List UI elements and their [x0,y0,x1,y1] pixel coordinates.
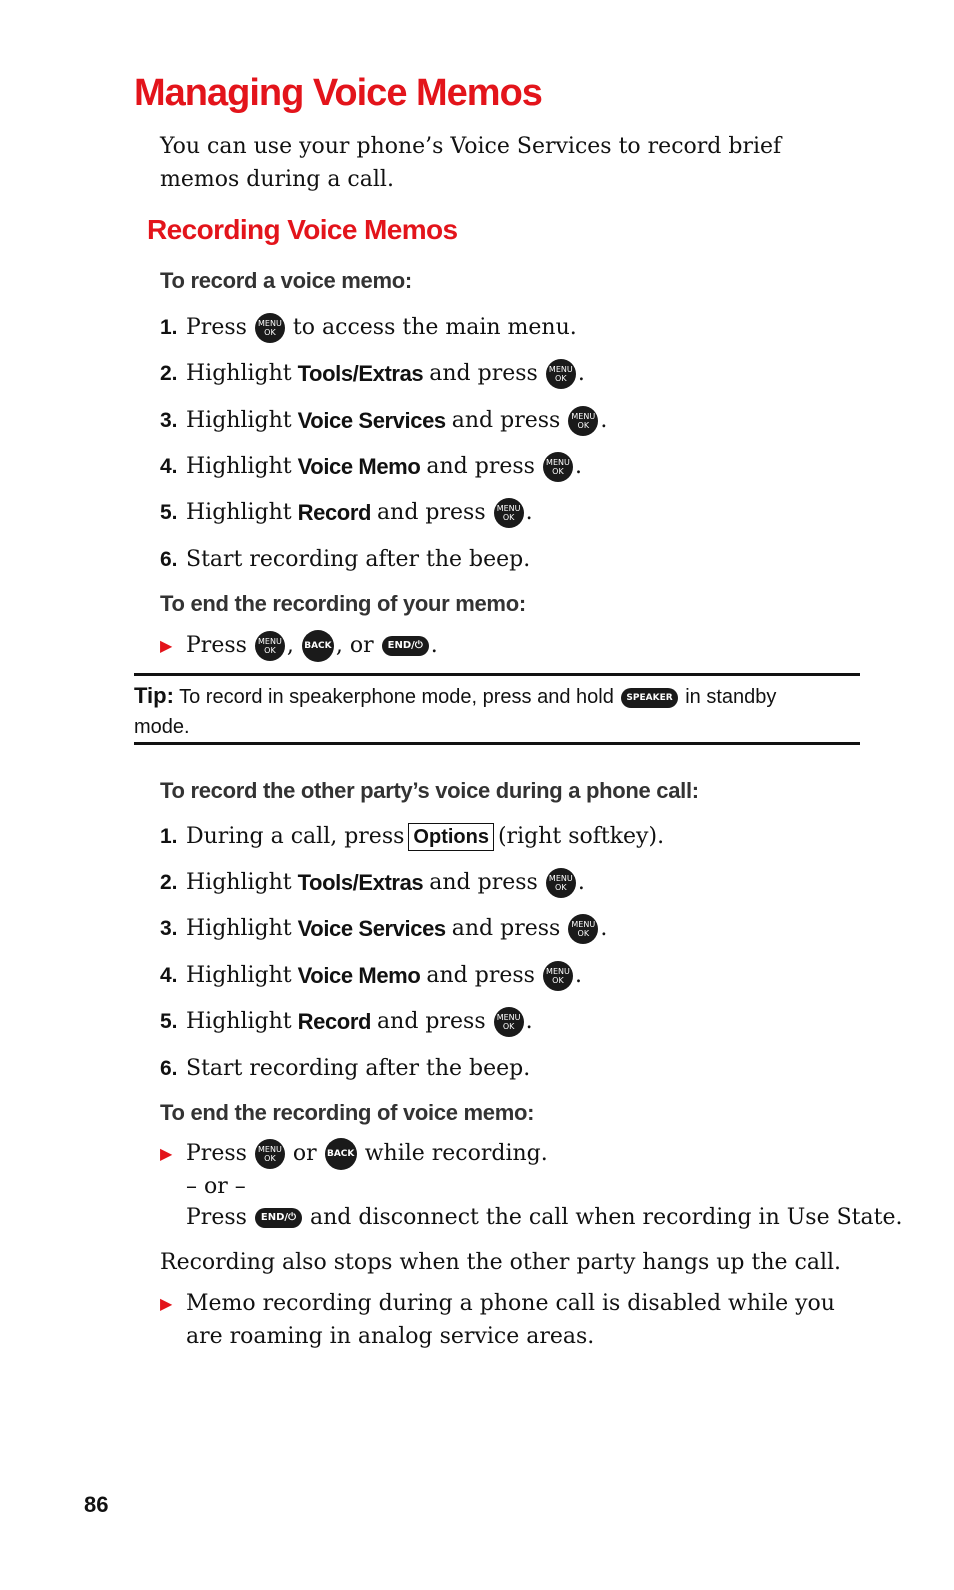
menu-item-name: Tools/Extras [297,361,424,386]
step-text: and press [377,1009,486,1034]
menu-ok-key-icon: MENU OK [543,961,573,991]
tip-text: in standby [685,686,777,708]
step-text: Press [186,1205,247,1230]
procedure-heading-record-call: To record the other party’s voice during a phone call: [160,778,699,803]
step-text: and press [429,870,538,895]
menu-item-name: Voice Memo [297,963,421,988]
step-number: 6. [160,548,178,571]
step-6 [160,543,530,577]
call-step-1 [160,820,664,854]
stop-note: Recording also stops when the other party hangs up the call. [160,1250,842,1275]
step-text: During a call, press [186,824,405,849]
step-5: 5. Highlight Record and press MENU OK . [160,496,533,530]
menu-ok-key-icon: MENU OK [255,313,285,343]
end-key-icon: END/⏻ [255,1208,302,1228]
step-text: (right softkey). [497,824,665,849]
step-text: Highlight [186,916,292,941]
tip-text: To record in speakerphone mode, press and hold [179,686,614,708]
step-text: Press [186,315,247,340]
back-key-icon: BACK [325,1138,357,1170]
step-text: or [292,1141,317,1166]
step-text: to access the main menu. [292,315,577,340]
menu-ok-key-icon: MENU OK [568,914,598,944]
page-title: Managing Voice Memos [134,72,542,114]
menu-item-name: Record [297,500,372,525]
menu-item-name: Record [297,1009,372,1034]
bullet-text: Memo recording during a phone call is disabled while you are roaming in analog service areas. [186,1291,835,1349]
menu-ok-key-icon: MENU OK [546,359,576,389]
menu-ok-key-icon: MENU OK [255,631,285,661]
step-number: 2. [160,362,178,385]
page-number: 86 [84,1492,109,1517]
step-text: Press [186,633,247,658]
call-step-3: 3. Highlight Voice Services and press MENU OK . [160,912,607,946]
speaker-key-icon: SPEAKER [621,688,677,708]
step-number: 3. [160,409,178,432]
call-step-6 [160,1052,530,1086]
bullet-triangle-icon: ▶ [160,636,173,655]
step-text: Highlight [186,408,292,433]
menu-ok-key-icon: MENU OK [494,498,524,528]
back-key-icon: BACK [302,630,334,662]
step-text: Start recording after the beep. [186,1056,531,1081]
step-text: Start recording after the beep. [186,547,531,572]
bullet-triangle-icon: ▶ [160,1294,173,1313]
tip-text: mode. [134,716,190,738]
step-text: and press [451,408,561,433]
step-number: 4. [160,455,178,478]
step-text: and press [377,500,486,525]
step-4: 4. Highlight Voice Memo and press MENU OK . [160,450,582,484]
step-text: while recording. [364,1141,548,1166]
call-step-5: 5. Highlight Record and press MENU OK . [160,1005,533,1039]
tip-box [134,673,860,745]
step-number: 1. [160,825,178,848]
menu-item-name: Voice Services [297,408,446,433]
menu-item-name: Tools/Extras [297,870,424,895]
end-call-bullet [160,1137,548,1171]
step-text: and press [426,963,535,988]
step-2: 2. Highlight Tools/Extras and press MENU OK . [160,357,585,391]
menu-ok-key-icon: MENU OK [546,868,576,898]
end-key-icon: END/⏻ [382,636,429,656]
bullet-triangle-icon: ▶ [160,1144,173,1163]
section-title: Recording Voice Memos [147,214,458,245]
menu-ok-key-icon: MENU OK [255,1139,285,1169]
step-text: Highlight [186,870,292,895]
options-softkey-icon: Options [408,823,494,851]
step-text: and press [429,361,538,386]
step-3: 3. Highlight Voice Services and press MENU OK . [160,404,607,438]
menu-item-name: Voice Services [297,916,446,941]
step-text: and press [426,454,535,479]
end-call-alt-step [186,1201,902,1235]
step-text: Press [186,1141,247,1166]
step-text: Highlight [186,361,292,386]
menu-ok-key-icon: MENU OK [494,1007,524,1037]
tip-label: Tip: [134,683,174,708]
step-text: Highlight [186,963,292,988]
step-number: 5. [160,1010,178,1033]
alternative-separator: – or – [186,1174,246,1199]
procedure-heading-end-memo: To end the recording of your memo: [160,591,526,616]
step-number: 2. [160,871,178,894]
procedure-heading-record: To record a voice memo: [160,268,412,293]
step-text: Highlight [186,500,292,525]
step-text: and disconnect the call when recording in Use State. [310,1205,903,1230]
intro-paragraph: You can use your phone’s Voice Services to record brief memos during a call. [160,134,782,192]
menu-ok-key-icon: MENU OK [543,452,573,482]
menu-item-name: Voice Memo [297,454,421,479]
call-step-4: 4. Highlight Voice Memo and press MENU OK . [160,959,582,993]
menu-ok-key-icon: MENU OK [568,406,598,436]
step-1 [160,311,577,345]
call-step-2: 2. Highlight Tools/Extras and press MENU OK . [160,866,585,900]
step-text: Highlight [186,1009,292,1034]
step-number: 4. [160,964,178,987]
step-number: 6. [160,1057,178,1080]
step-number: 5. [160,501,178,524]
step-number: 1. [160,316,178,339]
step-text: and press [451,916,561,941]
step-text: Highlight [186,454,292,479]
step-number: 3. [160,917,178,940]
procedure-heading-end-voice-memo: To end the recording of voice memo: [160,1100,535,1125]
end-bullet: ▶ Press MENU OK , BACK , or END/⏻ . [160,629,438,663]
analog-note-bullet [160,1287,860,1353]
